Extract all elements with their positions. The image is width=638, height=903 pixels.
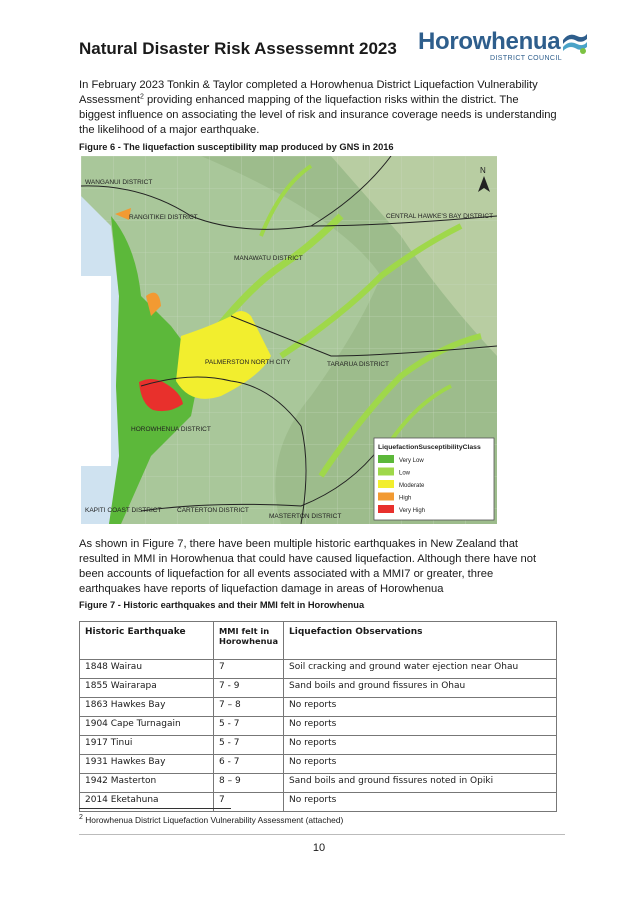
cell-mmi: 6 - 7 <box>214 755 284 774</box>
legend-label: High <box>399 495 412 502</box>
cell-earthquake: 1942 Masterton <box>80 774 214 793</box>
council-logo <box>418 28 588 70</box>
label-palmerston-north: PALMERSTON NORTH CITY <box>205 359 291 366</box>
cell-mmi: 7 <box>214 660 284 679</box>
legend-swatch <box>378 468 394 476</box>
label-tararua: TARARUA DISTRICT <box>327 361 389 368</box>
header-mmi: MMI felt in Horowhenua <box>214 622 284 660</box>
cell-observation: Sand boils and ground fissures noted in Opiki <box>284 774 557 793</box>
legend-label: Moderate <box>399 483 425 489</box>
logo-wordmark: Horowhenua <box>418 28 561 55</box>
legend-swatch <box>378 455 394 463</box>
cell-observation: No reports <box>284 793 557 812</box>
map-white-inset <box>81 276 111 466</box>
cell-observation: No reports <box>284 736 557 755</box>
cell-mmi: 7 – 8 <box>214 698 284 717</box>
table-row <box>80 679 557 698</box>
intro-text-end: providing enhanced mapping of the liquefaction risks within the district. The biggest influence on associating the level of risk and insurance coverage needs is understanding the likelihood of a major earthquake. <box>79 94 557 136</box>
cell-mmi: 5 - 7 <box>214 717 284 736</box>
north-label: N <box>480 166 486 175</box>
cell-earthquake: 2014 Eketahuna <box>80 793 214 812</box>
table-row <box>80 698 557 717</box>
label-masterton: MASTERTON DISTRICT <box>269 513 342 520</box>
label-carterton: CARTERTON DISTRICT <box>177 507 249 514</box>
earthquake-table <box>79 621 557 812</box>
table-row <box>80 660 557 679</box>
cell-observation: Soil cracking and ground water ejection near Ohau <box>284 660 557 679</box>
intro-paragraph <box>79 78 557 138</box>
footnote-divider <box>79 808 231 809</box>
cell-mmi: 7 - 9 <box>214 679 284 698</box>
earthquake-paragraph: As shown in Figure 7, there have been multiple historic earthquakes in New Zealand that resulted in MMI in Horowhenua that could have caused liquefaction. Although there have not been accounts of liquefaction for all events associated with a MMI7 or greater, three earthquakes have reports of liquefaction damage in areas of Horowhenua <box>79 538 537 595</box>
cell-observation: No reports <box>284 698 557 717</box>
cell-mmi: 7 <box>214 793 284 812</box>
header-observations: Liquefaction Observations <box>284 622 557 660</box>
legend-swatch <box>378 493 394 501</box>
legend-label: Low <box>399 470 411 477</box>
cell-earthquake: 1848 Wairau <box>80 660 214 679</box>
liquefaction-map <box>81 156 497 524</box>
logo-subtitle: DISTRICT COUNCIL <box>490 55 562 62</box>
cell-earthquake: 1917 Tinui <box>80 736 214 755</box>
page-number: 10 <box>312 842 326 854</box>
footnote-ref[interactable]: 2 <box>139 93 144 101</box>
map-legend <box>374 438 494 520</box>
label-kapiti: KAPITI COAST DISTRICT <box>85 507 162 514</box>
cell-earthquake: 1855 Wairarapa <box>80 679 214 698</box>
footnote-number: 2 <box>79 814 83 822</box>
footnote <box>79 815 343 825</box>
cell-earthquake: 1904 Cape Turnagain <box>80 717 214 736</box>
label-wanganui: WANGANUI DISTRICT <box>85 179 153 186</box>
legend-swatch <box>378 480 394 488</box>
label-horowhenua: HOROWHENUA DISTRICT <box>131 426 211 433</box>
cell-observation: Sand boils and ground fissures in Ohau <box>284 679 557 698</box>
table-row <box>80 736 557 755</box>
cell-mmi: 8 – 9 <box>214 774 284 793</box>
header-earthquake: Historic Earthquake <box>80 622 214 660</box>
legend-swatch <box>378 505 394 513</box>
table-row <box>80 755 557 774</box>
footer-divider <box>79 834 565 835</box>
table-header-row <box>80 622 557 660</box>
footnote-text: Horowhenua District Liquefaction Vulnerability Assessment (attached) <box>82 815 344 825</box>
label-manawatu: MANAWATU DISTRICT <box>234 255 303 262</box>
cell-earthquake: 1931 Hawkes Bay <box>80 755 214 774</box>
cell-mmi: 5 - 7 <box>214 736 284 755</box>
page-title: Natural Disaster Risk Assessemnt 2023 <box>79 39 397 58</box>
label-central-hawkes-bay: CENTRAL HAWKE'S BAY DISTRICT <box>386 213 494 220</box>
cell-observation: No reports <box>284 717 557 736</box>
legend-label: Very Low <box>399 458 424 464</box>
figure7-caption: Figure 7 - Historic earthquakes and their MMI felt in Horowhenua <box>79 600 365 610</box>
cell-earthquake: 1863 Hawkes Bay <box>80 698 214 717</box>
legend-title: LiquefactionSusceptibilityClass <box>378 444 481 451</box>
cell-observation: No reports <box>284 755 557 774</box>
figure6-caption: Figure 6 - The liquefaction susceptibility map produced by GNS in 2016 <box>79 142 394 152</box>
label-rangitikei: RANGITIKEI DISTRICT <box>129 214 198 221</box>
wave-emblem-icon <box>561 30 589 56</box>
legend-label: Very High <box>399 508 426 514</box>
table-row <box>80 717 557 736</box>
table-row <box>80 774 557 793</box>
intro-text-start: In February 2023 Tonkin & Taylor completed a Horowhenua District Liquefaction Vulnerability Assessment <box>79 79 538 106</box>
